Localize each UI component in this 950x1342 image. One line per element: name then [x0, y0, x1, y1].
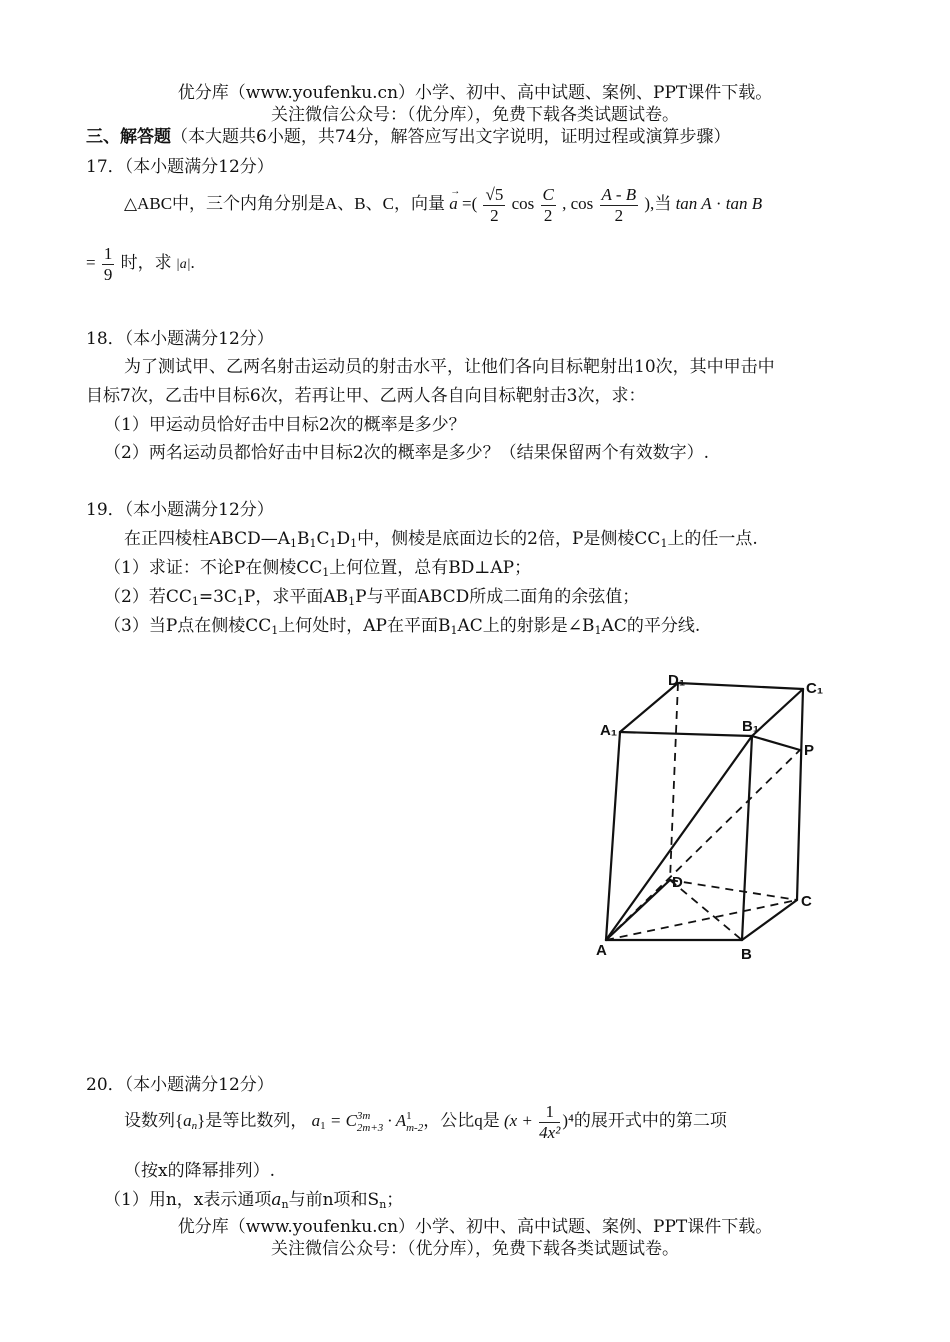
q20-sub1-an: a — [271, 1190, 282, 1210]
q17-amb: A - B — [601, 184, 637, 204]
q20-dot-a: · A — [387, 1111, 407, 1130]
q20-frac — [539, 1102, 560, 1143]
q18-heading — [86, 324, 274, 349]
q18-sub-1: （1）甲运动员恰好击中目标2次的概率是多少？ — [104, 415, 466, 435]
q19-intro — [124, 524, 758, 550]
q17-vector-a: → a — [449, 181, 458, 227]
segment-a-b1 — [606, 736, 752, 940]
q17-c: C — [542, 184, 554, 204]
q19-intro-e: 中，侧棱是底面边长的2倍，P是侧棱CC — [357, 529, 661, 549]
segment-b1-p — [752, 736, 800, 750]
q19-intro-c: C — [316, 529, 330, 549]
q20-an: a — [183, 1111, 192, 1130]
q20-heading — [86, 1070, 274, 1095]
q20-sub1-sn-sub: n — [379, 1198, 387, 1211]
q19-points: （本小题满分12分） — [124, 500, 274, 520]
q18-points: （本小题满分12分） — [124, 329, 274, 349]
q19-sub2-sub3: 1 — [348, 595, 356, 608]
q20-a-scripts — [406, 1110, 423, 1134]
q19-sub2-a: （2）若CC — [104, 587, 192, 607]
q17-dot: · — [715, 194, 722, 213]
q19-sub3-b: 上何处时，AP在平面B — [278, 616, 451, 636]
edge-c1-b1 — [752, 689, 803, 736]
q20-line-2: （按x的降幂排列）. — [124, 1161, 275, 1181]
q17-comma-cos: , cos — [562, 194, 594, 213]
q20-c-sub: 2m+3 — [356, 1122, 384, 1135]
q17-frac-1-9 — [102, 244, 115, 285]
q20-frac-den: 4x² — [539, 1122, 561, 1142]
q19-sub-3 — [104, 611, 700, 637]
q17-one: 1 — [103, 243, 113, 263]
label-c: C — [801, 893, 812, 910]
q20-line-1 — [124, 1098, 727, 1149]
q20-an-sub: n — [191, 1120, 198, 1132]
q19-sub3-a: （3）当P点在侧棱CC — [104, 616, 272, 636]
q17-nine: 9 — [103, 264, 113, 284]
q19-intro-d: D — [336, 529, 351, 549]
q19-sub1-b: 上何位置，总有BD⊥AP； — [329, 558, 532, 578]
section-note: （本大题共6小题，共74分，解答应写出文字说明，证明过程或演算步骤） — [171, 127, 731, 147]
q19-sub-1 — [104, 553, 531, 579]
q17-line-2 — [86, 240, 195, 288]
q19-heading — [86, 495, 274, 520]
edge-b-c — [742, 900, 797, 940]
q17-heading — [86, 152, 274, 177]
q20-sub1-b: 与前n项和S — [288, 1190, 380, 1210]
q19-sub3-sub2: 1 — [450, 624, 458, 637]
q20-frac-num: 1 — [539, 1102, 560, 1123]
header-line-1: 优分库（www.youfenku.cn）小学、初中、高中试题、案例、PPT课件下载。 — [177, 83, 773, 103]
q19-sub3-d: AC的平分线. — [601, 616, 701, 636]
q17-sqrt5: √5 — [485, 184, 504, 204]
label-d: D — [672, 874, 683, 891]
q20-paren-close: )⁴ — [562, 1111, 574, 1130]
q19-intro-b: B — [297, 529, 310, 549]
q17-text-b: 时，求 — [120, 253, 172, 272]
q17-dang: 当 — [654, 194, 672, 213]
edge-d-c-hidden — [670, 880, 797, 900]
q17-abs-a: |a| — [175, 257, 191, 272]
q19-sub1-a: （1）求证：不论P在侧棱CC — [104, 558, 323, 578]
edge-c1-c — [797, 689, 803, 900]
q18-line-1: 为了测试甲、乙两名射击运动员的射击水平，让他们各向目标靶射出10次，其中甲击中 — [124, 357, 775, 377]
q20-text-b: }是等比数列， — [197, 1111, 308, 1130]
q20-points: （本小题满分12分） — [124, 1075, 274, 1095]
q17-cos: cos — [511, 194, 535, 213]
q17-eq-one: = — [86, 253, 96, 272]
q19-intro-f: 上的任一点. — [667, 529, 758, 549]
q20-c-scripts — [357, 1110, 383, 1134]
q20-paren-open: (x + — [503, 1111, 533, 1130]
q20-text-a: 设数列{ — [124, 1111, 184, 1130]
q17-two-a: 2 — [490, 205, 499, 225]
q17-frac-amb — [600, 185, 639, 226]
q19-sub2-sub2: 1 — [236, 595, 244, 608]
q20-sub1-c: ； — [386, 1190, 404, 1210]
q19-sub-1b: 1 — [309, 537, 317, 550]
q18-sub-2: （2）两名运动员都恰好击中目标2次的概率是多少？（结果保留两个有效数字）. — [104, 443, 710, 463]
q19-sub-1c: 1 — [329, 537, 337, 550]
q17-tana: tan A — [675, 194, 712, 213]
q20-a-sub: m-2 — [406, 1122, 424, 1135]
q19-sub2-c: P，求平面AB — [243, 587, 349, 607]
label-c1: C₁ — [806, 680, 824, 697]
edge-a1-a — [606, 732, 620, 940]
footer-line-1: 优分库（www.youfenku.cn）小学、初中、高中试题、案例、PPT课件下载。 — [177, 1217, 773, 1237]
prism-figure — [590, 665, 830, 965]
q20-eq-c: = C — [329, 1111, 357, 1130]
q17-tanb: tan B — [725, 194, 763, 213]
q20-sub1-an-sub: n — [281, 1198, 289, 1211]
q19-sub3-sub3: 1 — [594, 624, 602, 637]
q19-sub-1a: 1 — [290, 537, 297, 550]
q18-line-2: 目标7次，乙击中目标6次，若再让甲、乙两人各自向目标靶射击3次，求： — [86, 386, 646, 406]
edge-a1-d1 — [620, 683, 678, 732]
q17-frac-c — [541, 185, 556, 226]
section-title: 三、解答题 — [86, 127, 171, 147]
q17-number: 17． — [86, 157, 125, 177]
q17-close: ), — [644, 194, 655, 213]
q19-sub3-sub1: 1 — [271, 624, 279, 637]
q18-number: 18． — [86, 329, 125, 349]
q17-frac-sqrt5 — [483, 185, 505, 226]
q17-line-1 — [124, 181, 762, 227]
edge-a1-b1 — [620, 732, 752, 736]
q17-text-a: △ABC中，三个内角分别是A、B、C，向量 — [124, 194, 445, 213]
q20-a-sup: 1 — [406, 1110, 412, 1123]
label-a1: A₁ — [600, 722, 618, 739]
q19-sub3-c: AC上的射影是∠B — [457, 616, 595, 636]
q17-two-c: 2 — [614, 205, 624, 225]
label-d1: D₁ — [668, 672, 686, 689]
header-line-2: 关注微信公众号：（优分库），免费下载各类试题试卷。 — [271, 105, 679, 125]
q19-sub2-d: P与平面ABCD所成二面角的余弦值； — [355, 587, 640, 607]
q20-sub-1 — [104, 1185, 403, 1211]
q17-points: （本小题满分12分） — [124, 157, 274, 177]
q20-c-sup: 3m — [356, 1110, 371, 1123]
q20-a1: a — [311, 1111, 321, 1130]
q17-eq: =( — [461, 194, 478, 213]
q20-text-c: ，公比q是 — [423, 1111, 500, 1130]
q19-sub-1e: 1 — [660, 537, 668, 550]
label-a: A — [596, 942, 607, 959]
q19-sub2-sub1: 1 — [191, 595, 199, 608]
q19-number: 19． — [86, 500, 125, 520]
q19-intro-a: 在正四棱柱ABCD—A — [124, 529, 290, 549]
q19-sub1-sub: 1 — [322, 566, 330, 579]
q19-sub-2 — [104, 582, 639, 608]
q20-sub1-a: （1）用n，x表示通项 — [104, 1190, 272, 1210]
label-p: P — [804, 742, 815, 759]
q19-sub-1d: 1 — [350, 537, 358, 550]
section-heading — [86, 122, 730, 147]
q20-a1-sub: 1 — [320, 1120, 326, 1132]
footer-line-2: 关注微信公众号：（优分库），免费下载各类试题试卷。 — [271, 1239, 679, 1259]
label-b: B — [741, 946, 752, 963]
q17-period: . — [190, 253, 195, 272]
segment-a-d-solid — [606, 880, 670, 940]
q17-two-b: 2 — [543, 205, 553, 225]
label-b1: B₁ — [742, 718, 760, 735]
q19-sub2-b: =3C — [198, 587, 237, 607]
edge-d1-c1 — [678, 683, 803, 689]
q20-text-d: 的展开式中的第二项 — [573, 1111, 727, 1130]
q20-number: 20． — [86, 1075, 125, 1095]
